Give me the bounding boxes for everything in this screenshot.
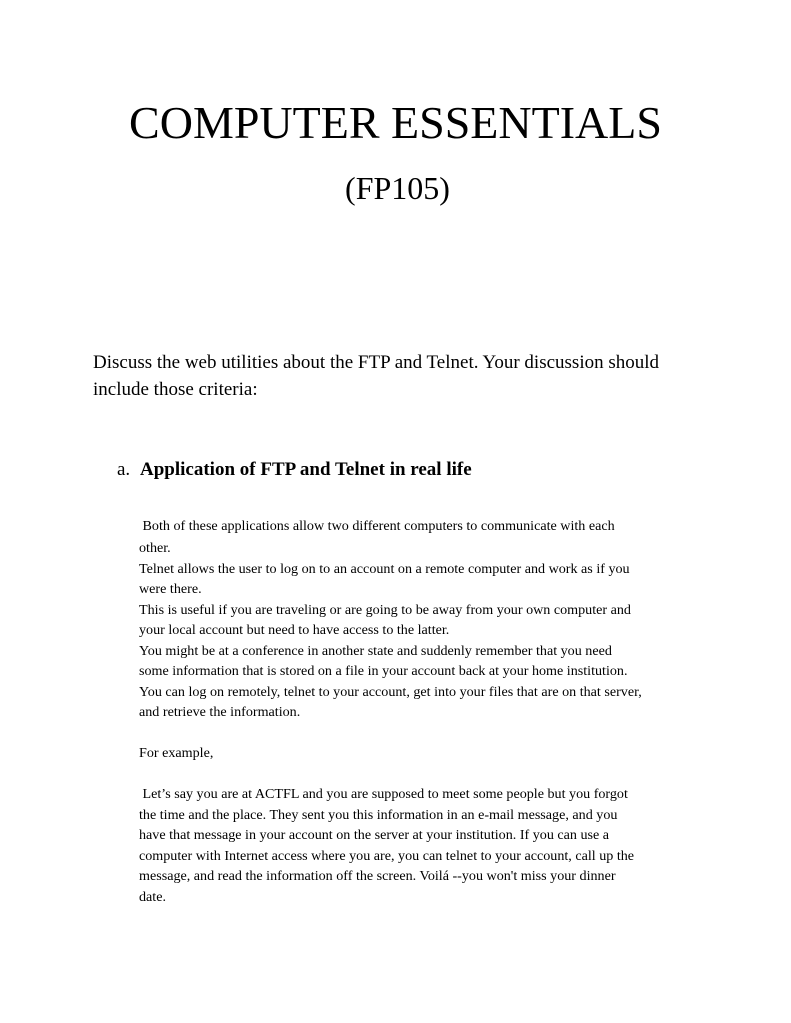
paragraph-spacer	[139, 723, 709, 744]
body-line: Both of these applications allow two different computers to communicate with each	[139, 518, 615, 534]
body-line: other.	[139, 540, 171, 556]
body-line: You might be at a conference in another state and suddenly remember that you need	[139, 642, 612, 659]
section-title: Application of FTP and Telnet in real life	[140, 459, 472, 480]
body-line: Telnet allows the user to log on to an account on a remote computer and work as if you	[139, 560, 630, 577]
section-letter: a.	[117, 459, 131, 480]
document-title: COMPUTER ESSENTIALS	[129, 97, 662, 148]
example-label: For example,	[139, 745, 214, 761]
body-line: and retrieve the information.	[139, 704, 301, 720]
section-body	[139, 515, 709, 907]
body-line: This is useful if you are traveling or are going to be away from your own computer and	[139, 601, 631, 618]
section-heading	[117, 457, 737, 483]
body-line: You can log on remotely, telnet to your account, get into your files that are on that server,	[139, 683, 642, 700]
example-line: Let’s say you are at ACTFL and you are supposed to meet some people but you forgot	[139, 786, 628, 802]
body-line: were there.	[139, 581, 202, 597]
example-line: message, and read the information off the screen. Voilá --you won't miss your dinner	[139, 868, 616, 884]
body-line: some information that is stored on a file in your account back at your home institution.	[139, 663, 628, 679]
body-line: your local account but need to have access to the latter.	[139, 622, 450, 638]
example-line: the time and the place. They sent you this information in an e-mail message, and you	[139, 806, 618, 823]
paragraph-spacer	[139, 764, 709, 785]
course-code: (FP105)	[345, 170, 450, 206]
example-line: have that message in your account on the server at your institution. If you can use a	[139, 827, 610, 843]
discussion-prompt: Discuss the web utilities about the FTP and Telnet. Your discussion should include those criteria:	[93, 352, 660, 400]
example-line: computer with Internet access where you are, you can telnet to your account, call up the	[139, 847, 635, 864]
example-line: date.	[139, 888, 166, 905]
